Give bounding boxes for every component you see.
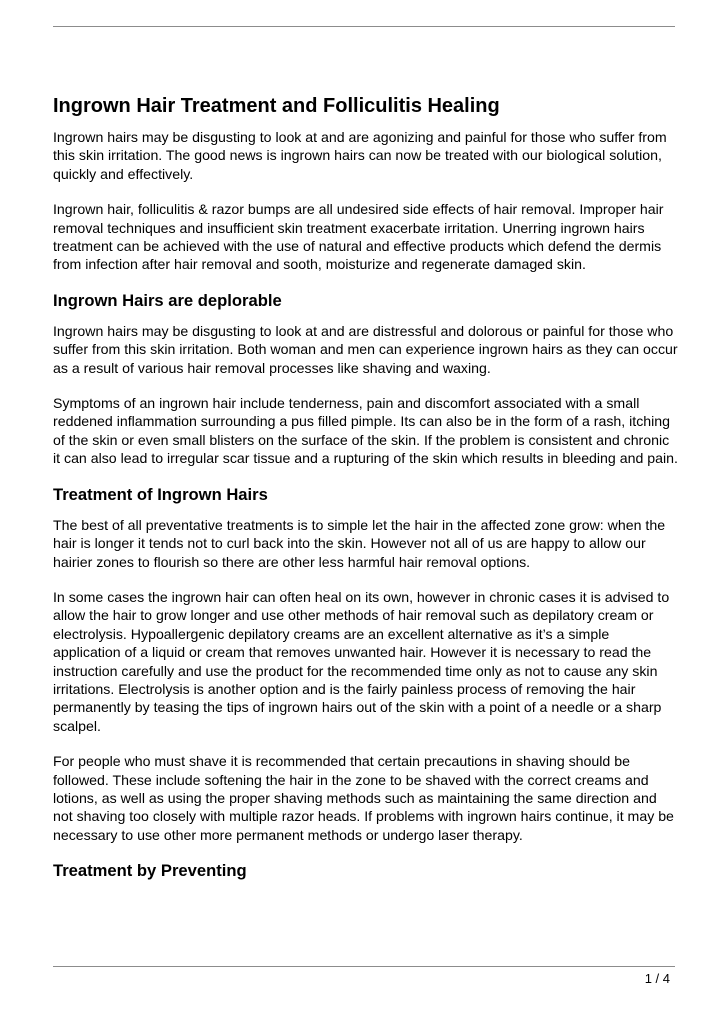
deplorable-paragraph-2: Symptoms of an ingrown hair include tenderness, pain and discomfort associated with a small reddened inflammation surrounding a pus filled pimple. Its can also be in the form of a rash, itching of the skin or even small blisters on the surface of the skin. If the problem is consistent and chronic it can also lead to irregular scar tissue and a rupturing of the skin which results in bleeding and pain. [53, 395, 678, 467]
section-heading-deplorable: Ingrown Hairs are deplorable [53, 290, 282, 310]
intro-paragraph-1: Ingrown hairs may be disgusting to look at and are agonizing and painful for those who suffer from this skin irritation. The good news is ingrown hairs can now be treated with our biological solution, quickly and effectively. [53, 129, 667, 182]
section-heading-preventing: Treatment by Preventing [53, 861, 247, 881]
deplorable-paragraph-1: Ingrown hairs may be disgusting to look at and are distressful and dolorous or painful for those who suffer from this skin irritation. Both woman and men can experience ingrown hairs as they can occur as a result of various hair removal processes like shaving and waxing. [53, 322, 678, 376]
footer-rule [53, 966, 675, 967]
header-rule [53, 26, 675, 27]
document-title: Ingrown Hair Treatment and Folliculitis Healing [53, 95, 500, 117]
treatment-paragraph-2: In some cases the ingrown hair can often heal on its own, however in chronic cases it is advised to allow the hair to grow longer and use other methods of hair removal such as depilatory cream or electrolysis. Hypoallergenic depilatory creams are an excellent alternative as it’s a simple application of a liquid or cream that removes unwanted hair. However it is necessary to read the instruction carefully and use the product for the recommended time only as not to cause any skin irritations. Electrolysis is another option and is the fairly painless process of removing the hair permanently by teasing the tips of ingrown hairs out of the skin with a point of a needle or a sharp scalpel. [53, 588, 670, 734]
treatment-paragraph-3: For people who must shave it is recommended that certain precautions in shaving should be followed. These include softening the hair in the zone to be shaved with the correct creams and lotions, as well as using the proper shaving methods such as maintaining the same direction and not shaving too closely with multiple razor heads. If problems with ingrown hairs continue, it may be necessary to use other more permanent methods or undergo laser therapy. [53, 753, 674, 843]
intro-paragraph-2: Ingrown hair, folliculitis & razor bumps are all undesired side effects of hair removal. Improper hair removal techniques and insufficient skin treatment exacerbate irritation. Unerring ingrown hairs treatment can be achieved with the use of natural and effective products which defend the dermis from infection after hair removal and sooth, moisturize and regenerate damaged skin. [53, 201, 664, 273]
section-heading-treatment: Treatment of Ingrown Hairs [53, 484, 268, 504]
document-body [53, 94, 678, 892]
page-number: 1 / 4 [644, 971, 670, 986]
treatment-paragraph-1: The best of all preventative treatments is to simple let the hair in the affected zone grow: when the hair is longer it tends not to curl back into the skin. However not all of us are happy to allow our hairier zones to flourish so there are other less harmful hair removal options. [53, 516, 666, 570]
